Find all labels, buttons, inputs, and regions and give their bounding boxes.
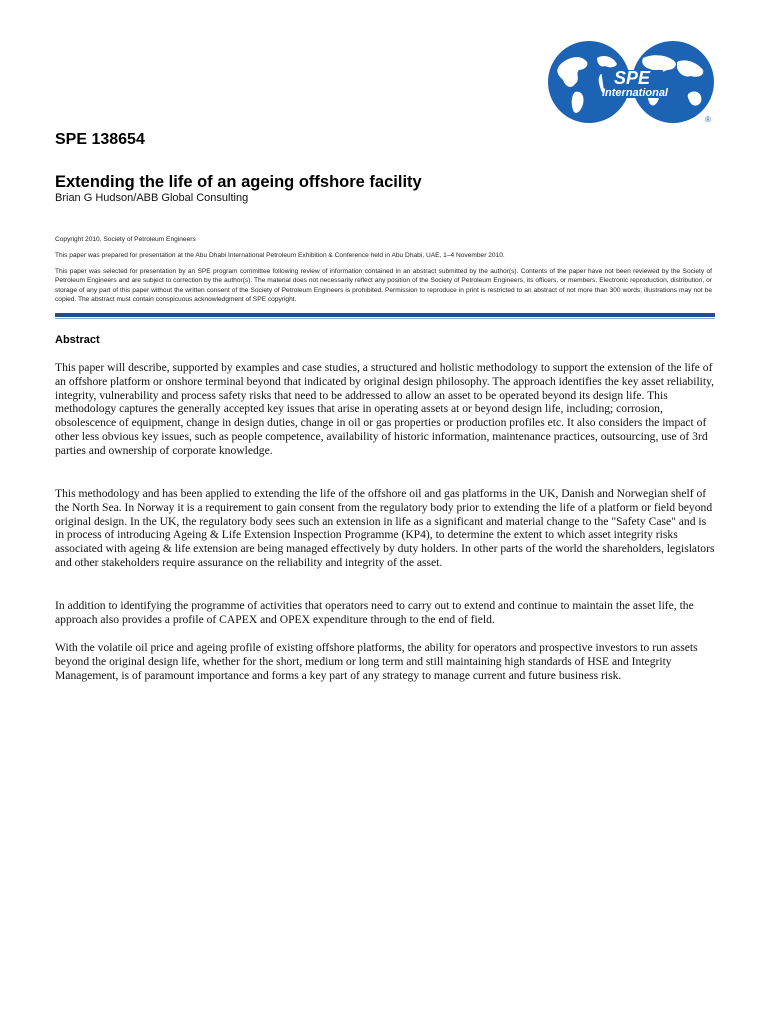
abstract-heading: Abstract (55, 334, 100, 346)
paper-author: Brian G Hudson/ABB Global Consulting (55, 192, 249, 204)
abstract-paragraph: In addition to identifying the programme of activities that operators need to carry out to extend and continue to maintain the asset life, the approach also provides a profile of CAPEX and OPEX expenditure through to the end of field. (55, 599, 694, 626)
spe-international-logo (545, 40, 717, 124)
logo-main-text: SPE (613, 68, 651, 88)
header-divider-thick (55, 313, 715, 317)
abstract-paragraph: With the volatile oil price and ageing profile of existing offshore platforms, the ability for operators and prospective investors to run assets beyond the original design life, whether for the short, medium or long term and still maintaining high standards of HSE and Integrity Management, is of paramount importance and forms a key part of any strategy to manage current and future business risk. (55, 641, 698, 682)
header-divider-thin (55, 318, 715, 319)
copyright-notice: Copyright 2010, Society of Petroleum Engineers (55, 236, 196, 243)
presentation-notice: This paper was prepared for presentation at the Abu Dhabi International Petroleum Exhibition & Conference held in Abu Dhabi, UAE, 1–4 November 2010. (55, 252, 505, 259)
paper-title: Extending the life of an ageing offshore facility (55, 173, 422, 191)
paper-id: SPE 138654 (55, 131, 145, 148)
registered-mark: ® (705, 115, 711, 124)
abstract-paragraph: This methodology and has been applied to extending the life of the offshore oil and gas platforms in the UK, Danish and Norwegian shelf of the North Sea. In Norway it is a requirement to gain consent from the regulatory body prior to extending the life of a platform or field beyond original design. In the UK, the regulatory body sees such an extension in life as a significant and material change to the "Safety Case" and is in process of introducing Ageing & Life Extension Inspection Programme (KP4), to determine the extent to which asset integrity risks associated with ageing & life extension are being managed effectively by duty holders. In other parts of the world the shareholders, legislators and other stakeholders require assurance on the reliability and integrity of the asset. (55, 487, 715, 569)
logo-sub-text: International (601, 87, 669, 99)
abstract-paragraph: This paper will describe, supported by examples and case studies, a structured and holistic methodology to support the extension of the life of an offshore platform or onshore terminal beyond that indicated by original design philosophy. The approach identifies the key asset reliability, integrity, vulnerability and process safety risks that need to be addressed to allow an asset to be operated beyond its design life. This methodology captures the generally accepted key issues that arise in operating assets at or beyond design life, including; corrosion, obsolescence of equipment, change in design duties, change in oil or gas properties or production profiles etc. It also considers the impact of other less obvious key issues, such as people competence, availability of historic information, maintenance practices, outsourcing, use of 3rd parties and ownership of corporate knowledge. (55, 361, 715, 457)
selection-notice: This paper was selected for presentation by an SPE program committee following review of information contained in an abstract submitted by the author(s). Contents of the paper have not been reviewed by the Society of Petroleum Engineers and are subject to correction by the author(s). The material does not necessarily reflect any position of the Society of Petroleum Engineers, its officers, or members. Electronic reproduction, distribution, or storage of any part of this paper without the written consent of the Society of Petroleum Engineers is prohibited. Permission to reproduce in print is restricted to an abstract of not more than 300 words; illustrations may not be copied. The abstract must contain conspicuous acknowledgment of SPE copyright. (55, 268, 712, 304)
